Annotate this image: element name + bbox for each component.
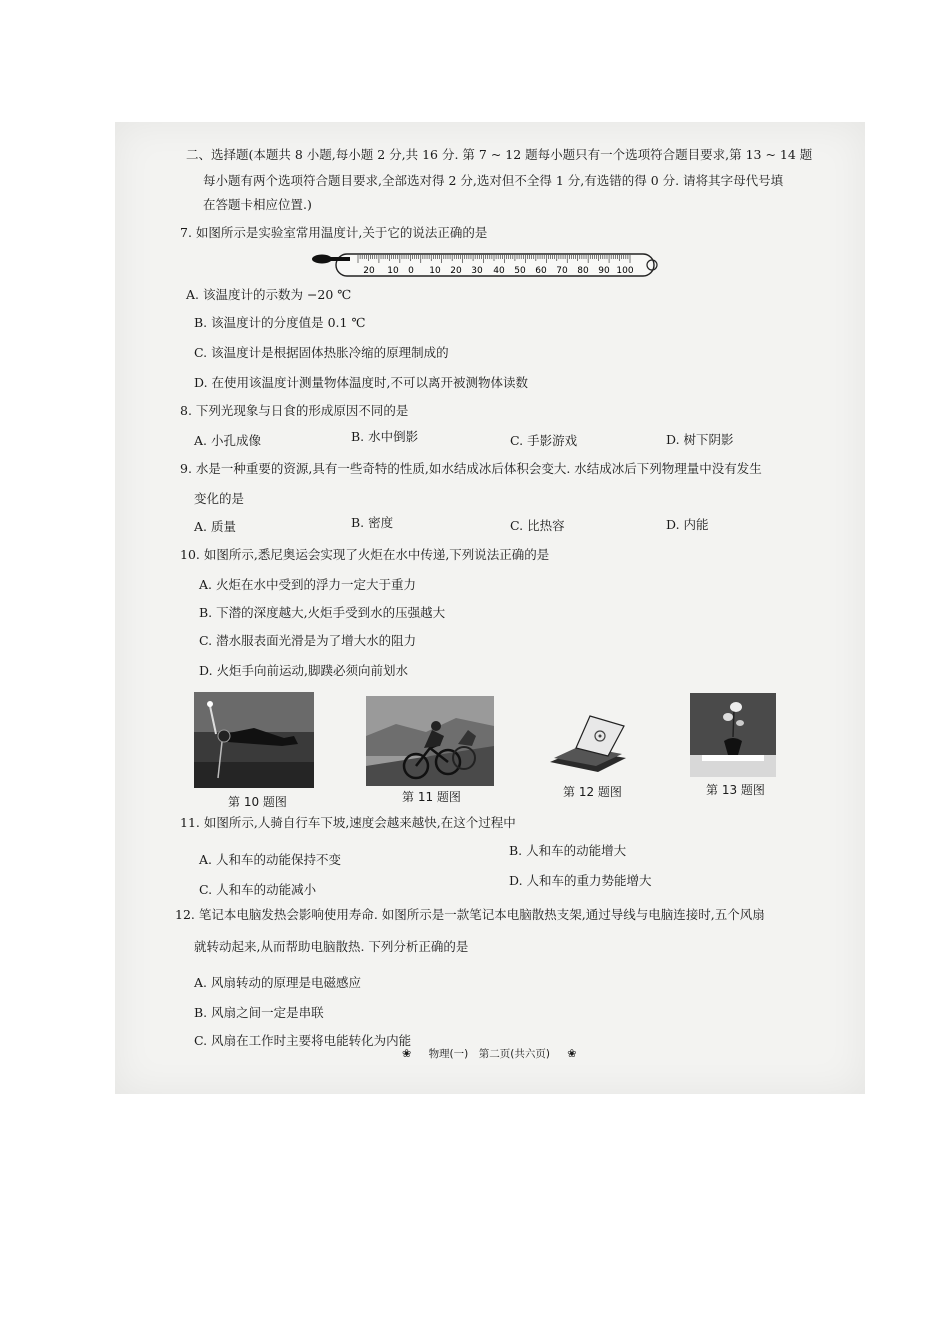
tick-label: 90 <box>598 266 610 276</box>
section-header-line3: 在答题卡相应位置.) <box>203 197 312 212</box>
question-12-option-b: B. 风扇之间一定是串联 <box>194 1005 324 1020</box>
question-8-option-c: C. 手影游戏 <box>510 433 578 448</box>
question-9-option-b: B. 密度 <box>351 515 394 530</box>
flower-photo-svg <box>690 693 776 777</box>
tick-label: 100 <box>616 266 634 276</box>
question-12-option-a: A. 风扇转动的原理是电磁感应 <box>194 975 361 990</box>
footer-text: 物理(一) 第二页(共六页) <box>428 1048 550 1060</box>
thermometer-figure <box>310 248 666 282</box>
tick-label: 50 <box>514 266 526 276</box>
figure-11-caption: 第 11 题图 <box>402 790 461 804</box>
question-9-option-c: C. 比热容 <box>510 518 565 533</box>
tick-label: 20 <box>363 266 375 276</box>
figure-13-flower-photo <box>690 693 776 777</box>
figure-12-laptop-stand <box>546 714 628 776</box>
tick-label: 70 <box>556 266 568 276</box>
tick-label: 80 <box>577 266 589 276</box>
question-12-option-c: C. 风扇在工作时主要将电能转化为内能 <box>194 1033 412 1048</box>
tick-label: 60 <box>535 266 547 276</box>
tick-label: 40 <box>493 266 505 276</box>
question-9-stem-line2: 变化的是 <box>194 491 245 506</box>
question-8-stem: 8. 下列光现象与日食的形成原因不同的是 <box>180 403 409 418</box>
tick-label: 30 <box>471 266 483 276</box>
question-8-option-a: A. 小孔成像 <box>194 433 261 448</box>
diver-photo-svg <box>194 692 314 788</box>
question-9-option-d: D. 内能 <box>666 517 709 532</box>
question-12-stem-line1: 12. 笔记本电脑发热会影响使用寿命. 如图所示是一款笔记本电脑散热支架,通过导线与电脑连接时,五个风扇 <box>175 907 765 922</box>
section-header-line1: 二、选择题(本题共 8 小题,每小题 2 分,共 16 分. 第 7 ~ 12 题每小题只有一个选项符合题目要求,第 13 ~ 14 题 <box>186 147 813 162</box>
question-10-option-d: D. 火炬手向前运动,脚蹼必须向前划水 <box>199 663 408 678</box>
tick-label: 10 <box>387 266 399 276</box>
question-9-stem-line1: 9. 水是一种重要的资源,具有一些奇特的性质,如水结成冰后体积会变大. 水结成冰后下列物理量中没有发生 <box>180 461 762 476</box>
question-7-option-d: D. 在使用该温度计测量物体温度时,不可以离开被测物体读数 <box>194 375 528 390</box>
question-7-option-c: C. 该温度计是根据固体热胀冷缩的原理制成的 <box>194 345 449 360</box>
footer-flower-icon: ❀ <box>567 1047 577 1060</box>
question-11-stem: 11. 如图所示,人骑自行车下坡,速度会越来越快,在这个过程中 <box>180 815 516 830</box>
question-8-option-b: B. 水中倒影 <box>351 429 419 444</box>
question-10-stem: 10. 如图所示,悉尼奥运会实现了火炬在水中传递,下列说法正确的是 <box>180 547 550 562</box>
figure-13-caption: 第 13 题图 <box>706 783 765 797</box>
question-7-stem: 7. 如图所示是实验室常用温度计,关于它的说法正确的是 <box>180 225 488 240</box>
thermometer-svg <box>310 248 666 282</box>
section-header-line2: 每小题有两个选项符合题目要求,全部选对得 2 分,选对但不全得 1 分,有选错的得 0 分. 请将其字母代号填 <box>203 173 784 188</box>
question-11-option-c: C. 人和车的动能减小 <box>199 882 317 897</box>
thermometer-liquid-column <box>324 257 350 261</box>
question-10-option-a: A. 火炬在水中受到的浮力一定大于重力 <box>199 577 416 592</box>
figure-10-diver-photo <box>194 692 314 788</box>
question-7-option-b: B. 该温度计的分度值是 0.1 ℃ <box>194 315 366 330</box>
question-9-option-a: A. 质量 <box>194 519 236 534</box>
cyclist-photo-svg <box>366 696 494 786</box>
figure-11-cyclist-photo <box>366 696 494 786</box>
footer-flower-icon: ❀ <box>402 1047 412 1060</box>
tick-label: 20 <box>450 266 462 276</box>
question-7-option-a: A. 该温度计的示数为 −20 ℃ <box>186 287 352 302</box>
question-12-stem-line2: 就转动起来,从而帮助电脑散热. 下列分析正确的是 <box>194 939 469 954</box>
tick-label: 10 <box>429 266 441 276</box>
question-8-option-d: D. 树下阴影 <box>666 432 734 447</box>
question-10-option-b: B. 下潜的深度越大,火炬手受到水的压强越大 <box>199 605 446 620</box>
tick-label: 0 <box>408 266 414 276</box>
question-11-option-a: A. 人和车的动能保持不变 <box>199 852 341 867</box>
laptop-stand-svg <box>546 714 628 776</box>
question-11-option-b: B. 人和车的动能增大 <box>509 843 627 858</box>
question-11-option-d: D. 人和车的重力势能增大 <box>509 873 652 888</box>
page-footer <box>402 1046 577 1061</box>
figure-12-caption: 第 12 题图 <box>563 785 622 799</box>
figure-10-caption: 第 10 题图 <box>228 795 287 809</box>
question-10-option-c: C. 潜水服表面光滑是为了增大水的阻力 <box>199 633 417 648</box>
